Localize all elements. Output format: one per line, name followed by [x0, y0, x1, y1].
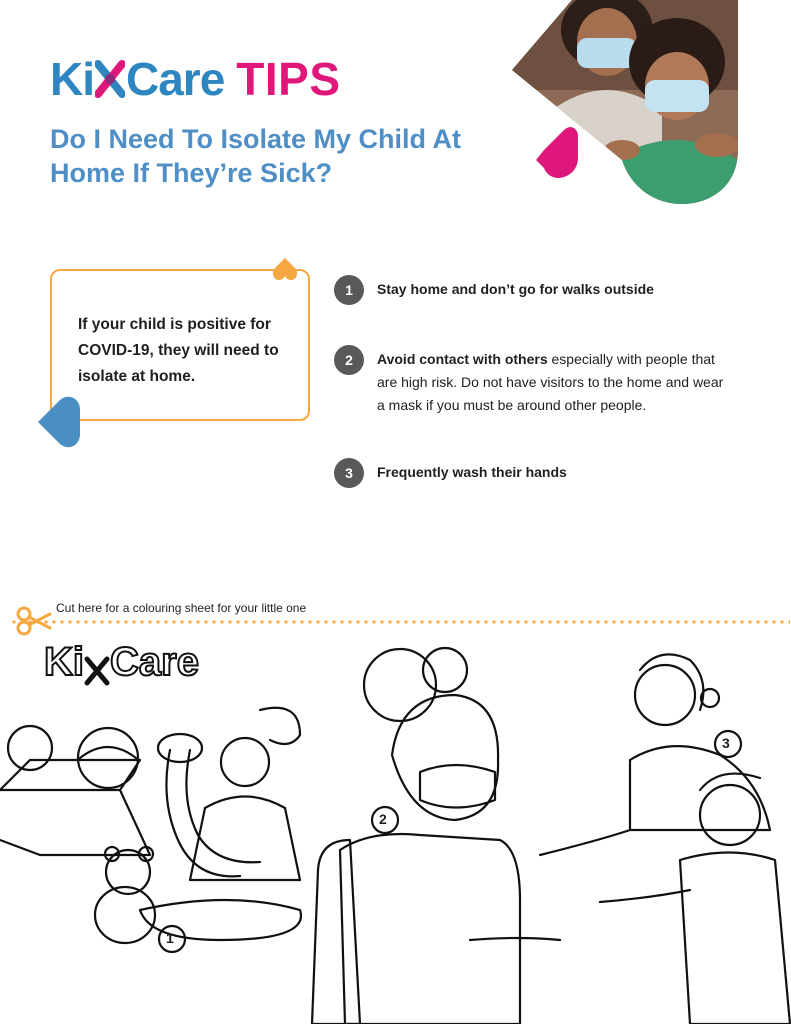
step-text-2 — [377, 348, 727, 417]
brand-name-right: Care — [126, 53, 225, 105]
kixcare-logo-outline — [44, 640, 199, 688]
heart-blue-icon — [36, 394, 82, 457]
step-bold-1: Stay home and don’t go for walks outside — [377, 281, 654, 297]
step-bold-2: Avoid contact with others — [377, 351, 548, 367]
kixcare-tips-logo — [50, 52, 341, 106]
family-photo — [512, 0, 738, 204]
coloring-sheet — [0, 640, 791, 1024]
brand-x-icon — [95, 58, 125, 100]
step-number-3: 3 — [334, 458, 364, 488]
heart-orange-icon — [272, 256, 298, 291]
card-text: If your child is positive for COVID-19, they will need to isolate at home. — [78, 316, 279, 385]
marker-1: 1 — [166, 930, 174, 946]
page-title: Do I Need To Isolate My Child At Home If They’re Sick? — [50, 124, 462, 188]
tips-label: TIPS — [236, 53, 341, 105]
step-number-1: 1 — [334, 275, 364, 305]
step-bold-3: Frequently wash their hands — [377, 464, 567, 480]
brand-outline-x-icon — [84, 654, 110, 688]
cut-here-label: Cut here for a colouring sheet for your little one — [56, 601, 307, 615]
step-text-3 — [377, 461, 737, 484]
step-text-1 — [377, 278, 737, 301]
cut-line — [10, 620, 790, 624]
step-number-2: 2 — [334, 345, 364, 375]
brand-name-left: Ki — [50, 53, 94, 105]
marker-3: 3 — [722, 735, 730, 751]
marker-2: 2 — [379, 811, 387, 827]
step-rest-2: especially with people that are high risk. Do not have visitors to the home and wear a mask if you must be around other people. — [377, 351, 724, 413]
brand-outline-right: Care — [110, 640, 199, 684]
brand-outline-left: Ki — [44, 640, 84, 684]
